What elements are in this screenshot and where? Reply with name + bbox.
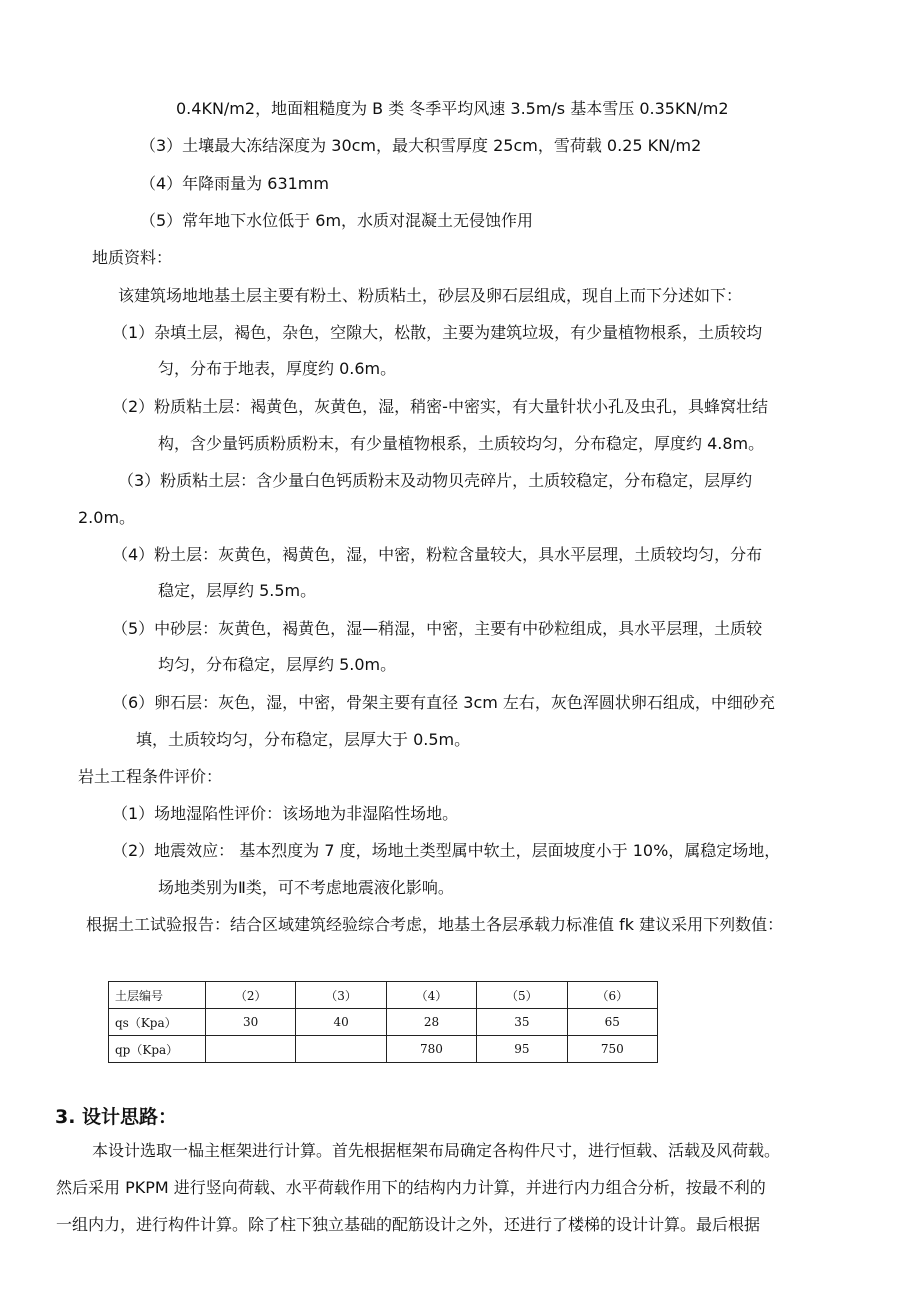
table-cell: 95 xyxy=(477,1036,567,1063)
table-cell xyxy=(206,1036,296,1063)
table-header-cell: （3） xyxy=(296,982,386,1009)
table-cell: qp（Kpa） xyxy=(109,1036,206,1063)
climate-item-5: （5）常年地下水位低于 6m，水质对混凝土无侵蚀作用 xyxy=(140,211,534,230)
table-header-cell: （6） xyxy=(567,982,657,1009)
table-cell: qs（Kpa） xyxy=(109,1009,206,1036)
geology-intro: 该建筑场地地基土层主要有粉土、粉质粘土，砂层及卵石层组成，现自上而下分述如下： xyxy=(118,286,743,305)
geology-title: 地质资料： xyxy=(92,248,173,267)
evaluation-item-2-line-1: （2）地震效应： 基本烈度为 7 度，场地土类型属中软土，层面坡度小于 10%，属稳定场地， xyxy=(112,841,781,860)
table-header-cell: （2） xyxy=(206,982,296,1009)
layer-4-line-2: 稳定，层厚约 5.5m。 xyxy=(158,581,317,600)
table-row xyxy=(109,1036,658,1063)
soil-parameter-table xyxy=(108,981,658,1063)
table-header-cell: （5） xyxy=(477,982,567,1009)
layer-1-line-1: （1）杂填土层，褐色，杂色，空隙大，松散，主要为建筑垃圾，有少量植物根系，土质较均 xyxy=(112,323,763,342)
evaluation-item-2-line-2: 场地类别为Ⅱ类，可不考虑地震液化影响。 xyxy=(158,878,454,897)
section-3-paragraph-line: 然后采用 PKPM 进行竖向荷载、水平荷载作用下的结构内力计算，并进行内力组合分析，按最不利的 xyxy=(56,1178,766,1197)
table-header-row xyxy=(109,982,658,1009)
section-3-paragraph-line: 本设计选取一榀主框架进行计算。首先根据框架布局确定各构件尺寸，进行恒载、活载及风荷载。 xyxy=(92,1141,781,1160)
layer-4-line-1: （4）粉土层：灰黄色，褐黄色，湿，中密，粉粒含量较大，具水平层理，土质较均匀，分布 xyxy=(112,545,763,564)
section-3-paragraph-line: 一组内力，进行构件计算。除了柱下独立基础的配筋设计之外，还进行了楼梯的设计计算。最后根据 xyxy=(56,1215,761,1234)
table-cell: 780 xyxy=(386,1036,476,1063)
table-cell: 30 xyxy=(206,1009,296,1036)
evaluation-title: 岩土工程条件评价： xyxy=(78,767,223,786)
table-cell: 65 xyxy=(567,1009,657,1036)
layer-5-line-1: （5）中砂层：灰黄色，褐黄色，湿—稍湿，中密，主要有中砂粒组成，具水平层理，土质较 xyxy=(112,619,763,638)
bearing-capacity-note: 根据土工试验报告：结合区域建筑经验综合考虑，地基土各层承载力标准值 fk 建议采用下列数值： xyxy=(86,915,784,934)
layer-2-line-1: （2）粉质粘土层：褐黄色，灰黄色，湿，稍密-中密实，有大量针状小孔及虫孔，具蜂窝壮结 xyxy=(112,397,768,416)
layer-6-line-1: （6）卵石层：灰色，湿，中密，骨架主要有直径 3cm 左右，灰色浑圆状卵石组成，中细砂充 xyxy=(112,693,775,712)
table-row xyxy=(109,1009,658,1036)
table-cell: 35 xyxy=(477,1009,567,1036)
layer-2-line-2: 构，含少量钙质粉质粉末，有少量植物根系，土质较均匀，分布稳定，厚度约 4.8m。 xyxy=(158,434,765,453)
table-header-cell: 土层编号 xyxy=(109,982,206,1009)
evaluation-item-1: （1）场地湿陷性评价：该场地为非湿陷性场地。 xyxy=(112,804,459,823)
table-cell: 40 xyxy=(296,1009,386,1036)
table-cell: 750 xyxy=(567,1036,657,1063)
climate-line-1: 0.4KN/m2，地面粗糙度为 B 类 冬季平均风速 3.5m/s 基本雪压 0.35KN/m2 xyxy=(176,99,729,118)
table-header-cell: （4） xyxy=(386,982,476,1009)
table-cell xyxy=(296,1036,386,1063)
climate-item-3: （3）土壤最大冻结深度为 30cm，最大积雪厚度 25cm，雪荷载 0.25 KN/m2 xyxy=(140,136,702,155)
layer-6-line-2: 填，土质较均匀，分布稳定，层厚大于 0.5m。 xyxy=(136,730,471,749)
layer-3-line-2: 2.0m。 xyxy=(78,508,136,527)
layer-3-line-1: （3）粉质粘土层：含少量白色钙质粉末及动物贝壳碎片，土质较稳定，分布稳定，层厚约 xyxy=(118,471,753,490)
climate-item-4: （4）年降雨量为 631mm xyxy=(140,174,329,193)
section-3-heading: 3. 设计思路： xyxy=(55,1106,178,1128)
table-cell: 28 xyxy=(386,1009,476,1036)
layer-1-line-2: 匀，分布于地表，厚度约 0.6m。 xyxy=(158,359,397,378)
layer-5-line-2: 均匀，分布稳定，层厚约 5.0m。 xyxy=(158,655,397,674)
